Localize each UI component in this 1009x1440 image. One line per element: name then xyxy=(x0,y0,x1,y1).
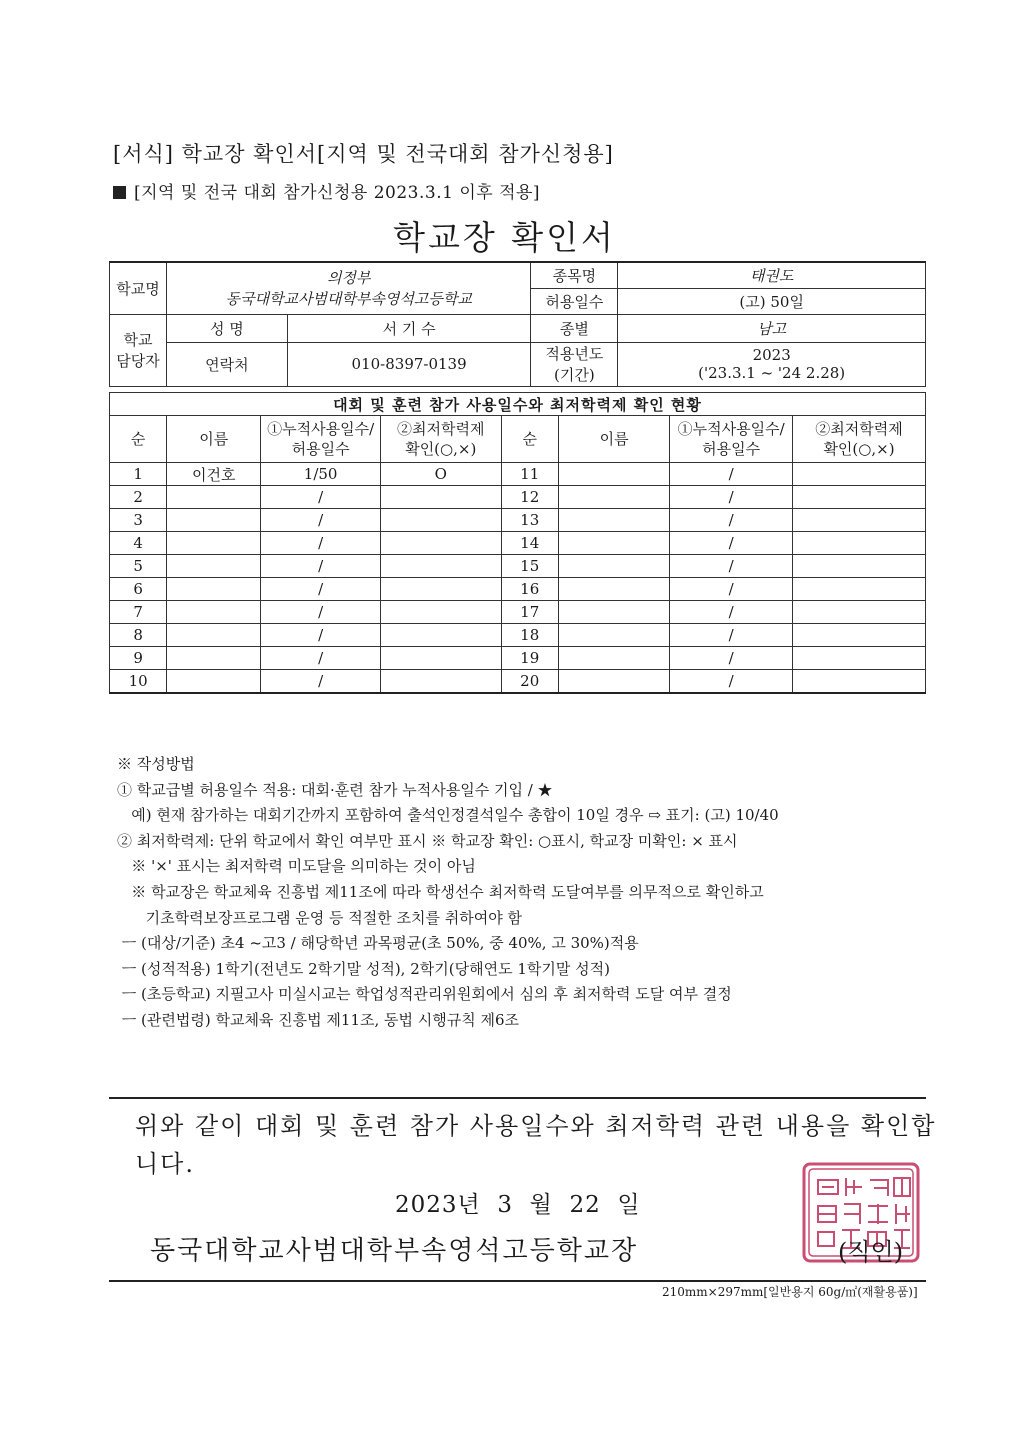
row-name xyxy=(558,463,669,486)
subtitle-text: [지역 및 전국 대회 참가신청용 2023.3.1 이후 적용] xyxy=(134,183,541,203)
row-days: / xyxy=(670,463,793,486)
table-row xyxy=(110,647,926,670)
row-name: 이건호 xyxy=(167,463,261,486)
row-check xyxy=(793,601,926,624)
row-days: 1/50 xyxy=(261,463,381,486)
period-value: ('23.3.1 ~ '24 2.28) xyxy=(698,364,846,382)
row-no: 19 xyxy=(501,647,558,670)
instruction-line: ㅡ (초등학교) 지필고사 미실시교는 학업성적관리위원회에서 심의 후 최저학력 도달 여부 결정 xyxy=(117,985,732,1004)
col-days-line2: 허용일수 xyxy=(702,440,761,458)
signature-date: 2023년 3 월 22 일 xyxy=(395,1192,641,1218)
row-check xyxy=(793,463,926,486)
confirmation-text-line2: 니다. xyxy=(135,1150,195,1178)
col-days-line1: ①누적사용일수/ xyxy=(267,420,375,438)
table-row xyxy=(110,532,926,555)
year-value-line1: 2023 xyxy=(752,346,791,364)
row-name xyxy=(167,624,261,647)
row-name xyxy=(558,509,669,532)
allowed-days-value: (고) 50일 xyxy=(618,288,926,314)
year-label-line1: 적용년도 xyxy=(545,345,604,363)
form-label: [서식] 학교장 확인서[지역 및 전국대회 참가신청용] xyxy=(113,142,614,166)
col-academic-line2: 확인(○,×) xyxy=(823,440,895,458)
principal-title: 동국대학교사범대학부속영석고등학교장 xyxy=(150,1236,639,1266)
row-check xyxy=(380,486,501,509)
row-name xyxy=(558,486,669,509)
participation-grid xyxy=(109,392,926,694)
category-value: 남고 xyxy=(618,314,926,342)
year-label xyxy=(531,342,618,386)
col-name-header: 이름 xyxy=(167,416,261,463)
row-check xyxy=(793,555,926,578)
row-check xyxy=(380,578,501,601)
row-name xyxy=(167,647,261,670)
col-academic-line2: 확인(○,×) xyxy=(405,440,477,458)
row-check xyxy=(793,509,926,532)
row-no: 2 xyxy=(110,486,167,509)
instructions xyxy=(117,752,779,1034)
row-name xyxy=(558,647,669,670)
name-label: 성 명 xyxy=(166,314,287,342)
row-days: / xyxy=(261,601,381,624)
col-no-header: 순 xyxy=(501,416,558,463)
row-days: / xyxy=(261,647,381,670)
staff-label-line1: 학교 xyxy=(123,331,153,349)
table-row xyxy=(110,578,926,601)
instruction-line: ㅡ (성적적용) 1학기(전년도 2학기말 성적), 2학기(당해연도 1학기말 성적) xyxy=(117,959,610,978)
row-no: 6 xyxy=(110,578,167,601)
row-name xyxy=(167,670,261,694)
allowed-days-label: 허용일수 xyxy=(531,288,618,314)
col-academic-line1: ②최저학력제 xyxy=(815,420,903,438)
info-table xyxy=(109,261,926,387)
row-no: 8 xyxy=(110,624,167,647)
row-no: 16 xyxy=(501,578,558,601)
col-days-line2: 허용일수 xyxy=(291,440,350,458)
row-check xyxy=(380,624,501,647)
row-check: O xyxy=(380,463,501,486)
paper-spec: 210mm×297mm[일반용지 60g/㎡(재활용품)] xyxy=(662,1285,918,1299)
row-name xyxy=(167,578,261,601)
row-name xyxy=(167,486,261,509)
row-name xyxy=(167,532,261,555)
form-subtitle xyxy=(113,178,540,203)
instruction-line: ㅡ (관련법령) 학교체육 진흥법 제11조, 동법 시행규칙 제6조 xyxy=(117,1010,520,1029)
row-no: 4 xyxy=(110,532,167,555)
table-row xyxy=(110,624,926,647)
row-name xyxy=(558,670,669,694)
instruction-line: ② 최저학력제: 단위 학교에서 확인 여부만 표시 ※ 학교장 확인: ○표시, 학교장 미확인: × 표시 xyxy=(117,831,738,850)
row-check xyxy=(380,601,501,624)
col-academic-header xyxy=(793,416,926,463)
row-days: / xyxy=(261,532,381,555)
col-days-line1: ①누적사용일수/ xyxy=(677,420,785,438)
table-row xyxy=(110,486,926,509)
row-no: 14 xyxy=(501,532,558,555)
row-days: / xyxy=(670,509,793,532)
instruction-line: ※ 학교장은 학교체육 진흥법 제11조에 따라 학생선수 최저학력 도달여부를 의무적으로 확인하고 xyxy=(117,882,764,901)
row-check xyxy=(793,624,926,647)
square-bullet-icon xyxy=(113,186,126,199)
event-label: 종목명 xyxy=(531,262,618,288)
row-check xyxy=(793,486,926,509)
instruction-line: ※ 작성방법 xyxy=(117,755,195,773)
row-no: 18 xyxy=(501,624,558,647)
grid-caption: 대회 및 훈련 참가 사용일수와 최저학력제 확인 현황 xyxy=(110,393,926,416)
school-name: 동국대학교사범대학부속영석고등학교 xyxy=(225,290,472,309)
table-row xyxy=(110,463,926,486)
contact-value: 010-8397-0139 xyxy=(287,342,531,386)
row-name xyxy=(167,555,261,578)
school-label: 학교명 xyxy=(110,262,167,314)
row-check xyxy=(793,532,926,555)
row-no: 9 xyxy=(110,647,167,670)
row-days: / xyxy=(670,486,793,509)
row-no: 3 xyxy=(110,509,167,532)
row-days: / xyxy=(670,624,793,647)
staff-label xyxy=(110,314,167,386)
row-days: / xyxy=(261,509,381,532)
row-no: 1 xyxy=(110,463,167,486)
row-no: 12 xyxy=(501,486,558,509)
row-check xyxy=(380,532,501,555)
table-row xyxy=(110,670,926,694)
school-value xyxy=(166,262,531,314)
staff-label-line2: 담당자 xyxy=(116,352,160,370)
seal-note: (직인) xyxy=(838,1238,904,1266)
row-days: / xyxy=(670,578,793,601)
row-name xyxy=(167,509,261,532)
row-no: 7 xyxy=(110,601,167,624)
row-name xyxy=(558,624,669,647)
table-row xyxy=(110,509,926,532)
row-name xyxy=(558,578,669,601)
instruction-line: 기초학력보장프로그램 운영 등 적절한 조치를 취하여야 함 xyxy=(117,908,522,927)
event-value: 태권도 xyxy=(618,262,926,288)
col-days-header xyxy=(261,416,381,463)
name-value: 서 기 수 xyxy=(287,314,531,342)
row-days: / xyxy=(261,624,381,647)
col-no-header: 순 xyxy=(110,416,167,463)
row-no: 10 xyxy=(110,670,167,694)
col-academic-header xyxy=(380,416,501,463)
school-region: 의정부 xyxy=(326,269,371,288)
row-days: / xyxy=(670,670,793,694)
row-name xyxy=(558,555,669,578)
col-days-header xyxy=(670,416,793,463)
row-days: / xyxy=(670,532,793,555)
table-row xyxy=(110,601,926,624)
category-label: 종별 xyxy=(531,314,618,342)
row-no: 15 xyxy=(501,555,558,578)
row-days: / xyxy=(670,601,793,624)
row-days: / xyxy=(670,647,793,670)
row-no: 20 xyxy=(501,670,558,694)
row-no: 5 xyxy=(110,555,167,578)
row-check xyxy=(380,555,501,578)
col-name-header: 이름 xyxy=(558,416,669,463)
row-no: 13 xyxy=(501,509,558,532)
row-check xyxy=(380,670,501,694)
row-name xyxy=(167,601,261,624)
row-days: / xyxy=(261,486,381,509)
instruction-line: 예) 현재 참가하는 대회기간까지 포함하여 출석인정결석일수 총합이 10일 경우 ⇨ 표기: (고) 10/40 xyxy=(117,806,779,825)
row-check xyxy=(380,647,501,670)
row-check xyxy=(380,509,501,532)
table-row xyxy=(110,555,926,578)
confirmation-text-line1: 위와 같이 대회 및 훈련 참가 사용일수와 최저학력 관련 내용을 확인합 xyxy=(135,1112,937,1140)
row-check xyxy=(793,578,926,601)
row-name xyxy=(558,601,669,624)
row-name xyxy=(558,532,669,555)
col-academic-line1: ②최저학력제 xyxy=(397,420,485,438)
instruction-line: ※ '×' 표시는 최저학력 미도달을 의미하는 것이 아님 xyxy=(117,857,476,876)
row-no: 11 xyxy=(501,463,558,486)
contact-label: 연락처 xyxy=(166,342,287,386)
year-value xyxy=(618,342,926,386)
instruction-line: ㅡ (대상/기준) 초4 ~고3 / 해당학년 과목평균(초 50%, 중 40%, 고 30%)적용 xyxy=(117,934,639,953)
row-days: / xyxy=(261,670,381,694)
row-no: 17 xyxy=(501,601,558,624)
row-days: / xyxy=(670,555,793,578)
row-check xyxy=(793,670,926,694)
row-days: / xyxy=(261,578,381,601)
row-days: / xyxy=(261,555,381,578)
instruction-line: ① 학교급별 허용일수 적용: 대회·훈련 참가 누적사용일수 기입 / ★ xyxy=(117,780,553,799)
document-title: 학교장 확인서 xyxy=(393,218,616,257)
row-check xyxy=(793,647,926,670)
year-label-line2: (기간) xyxy=(554,366,595,384)
